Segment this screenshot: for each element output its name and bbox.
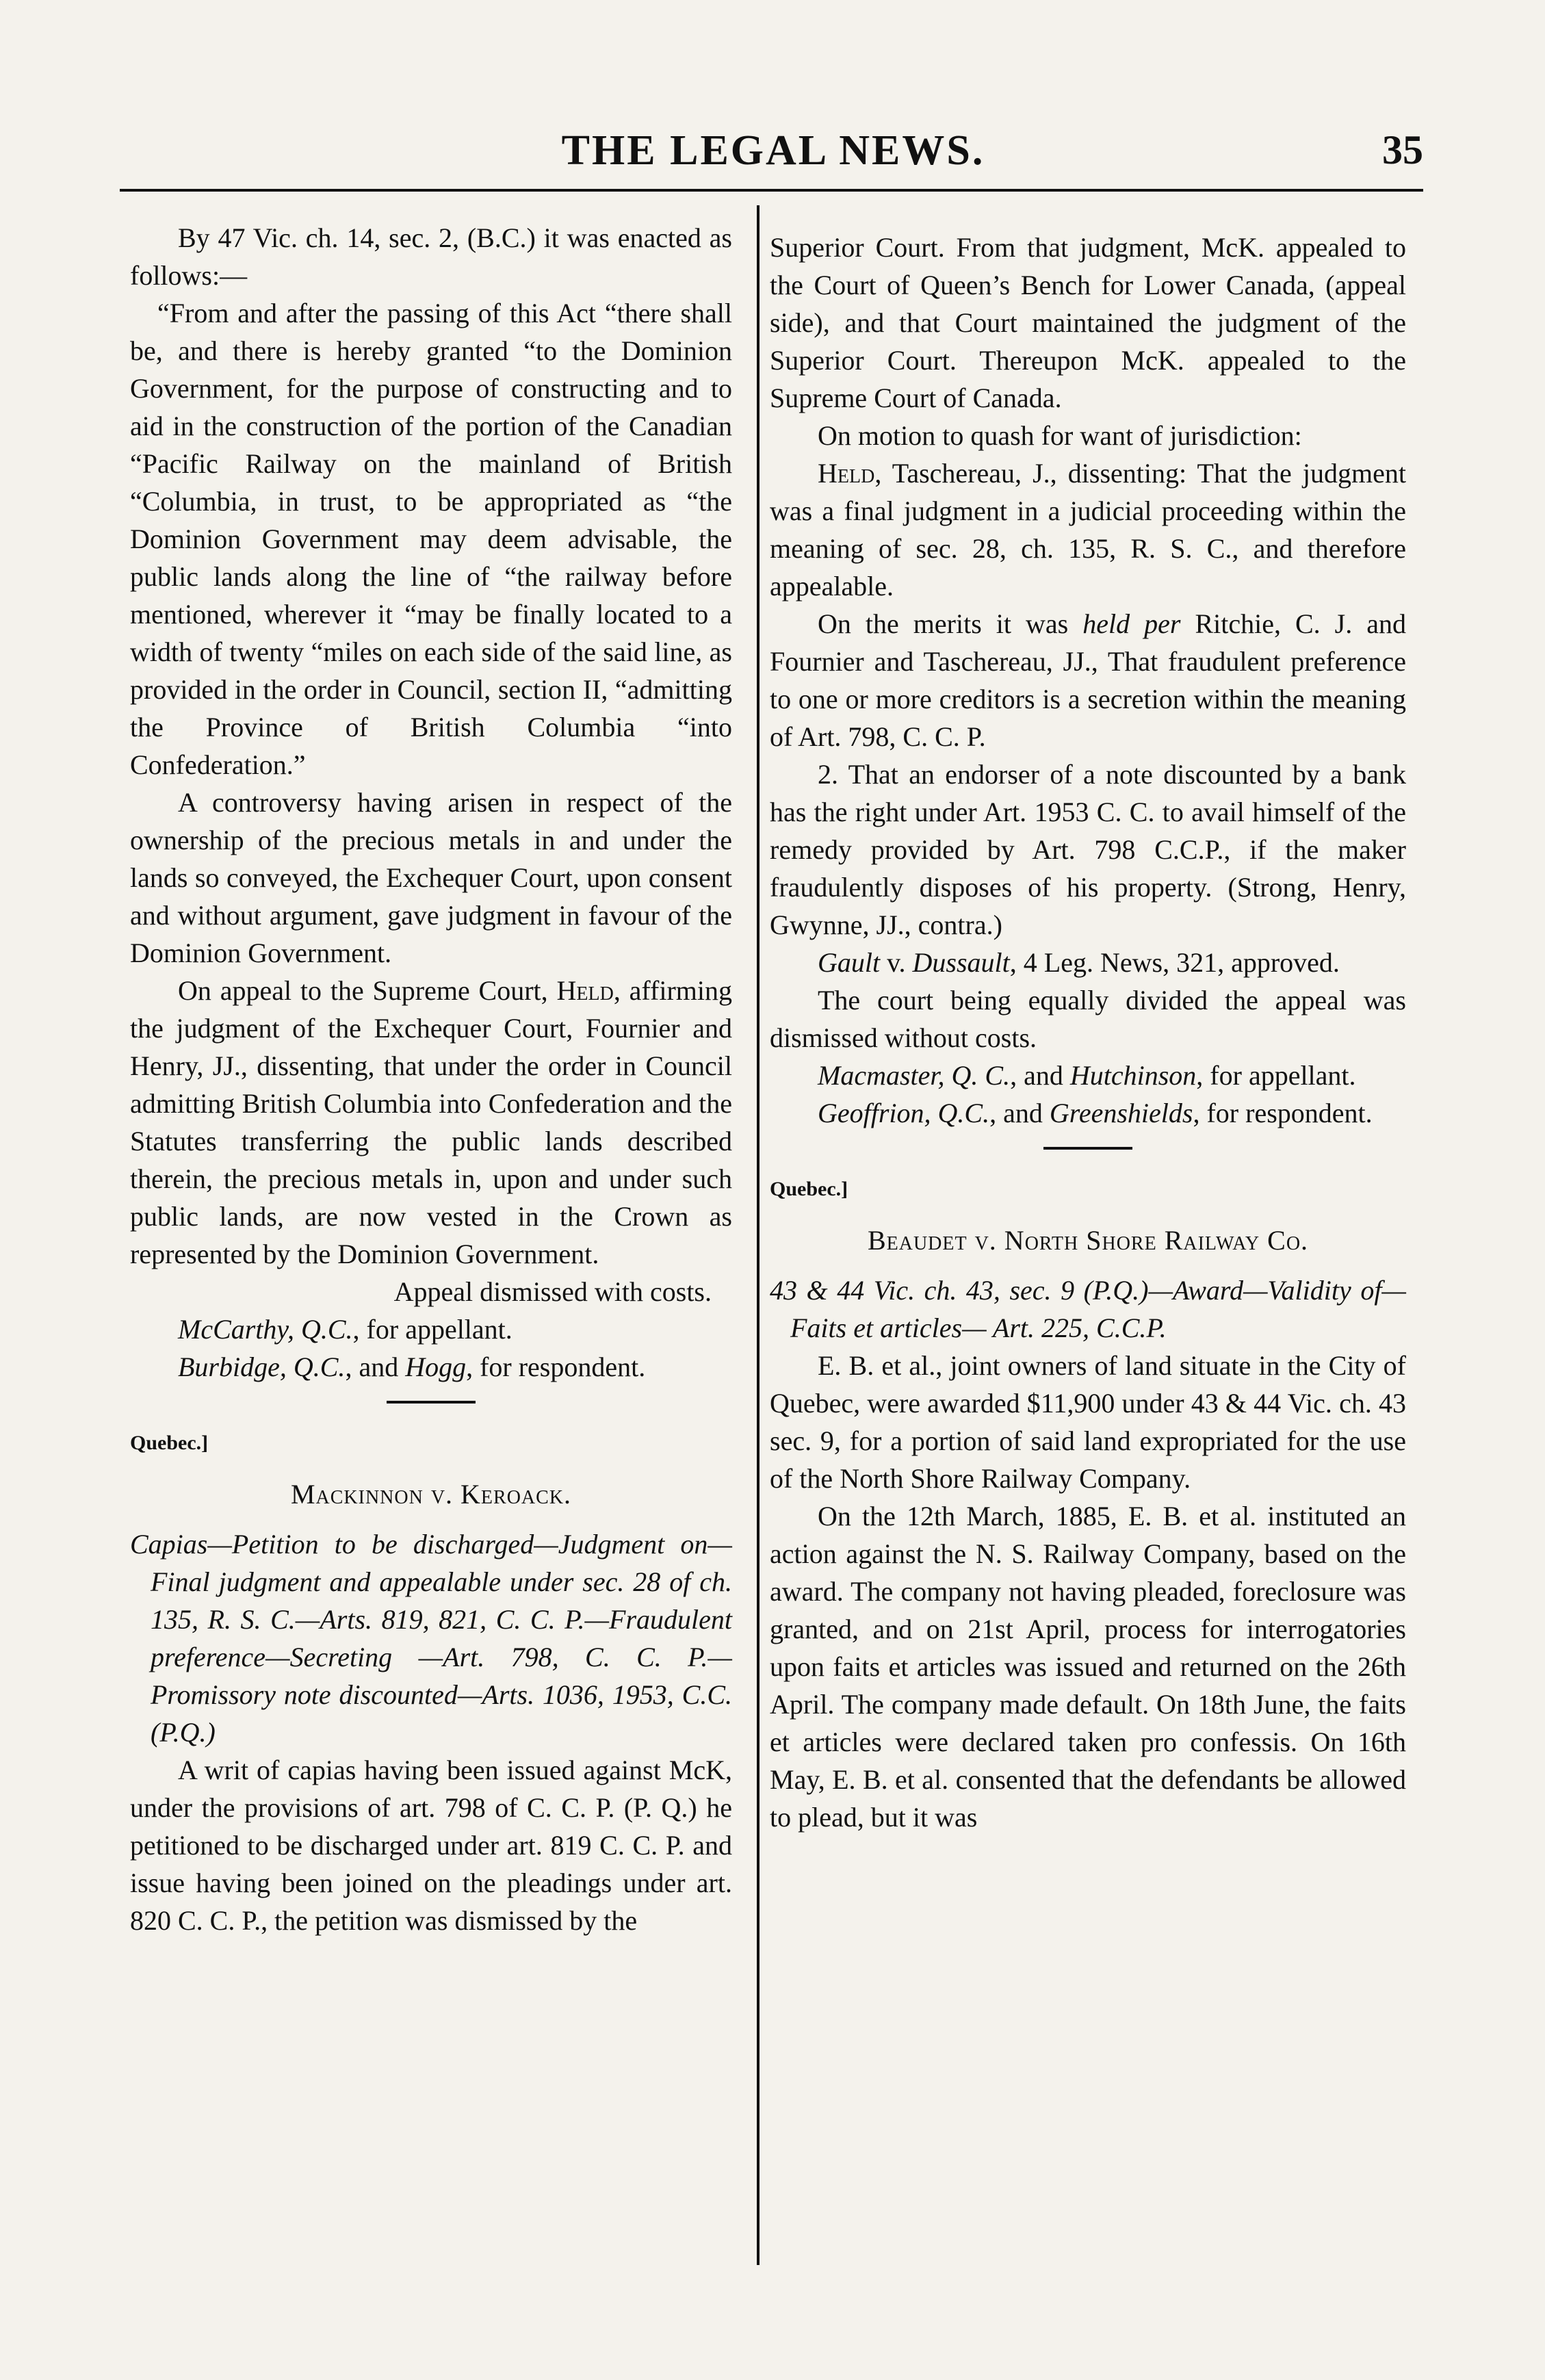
held-paragraph: Held, Taschereau, J., dissenting: That the judgment was a final judgment in a judicial proceeding within the meaning of sec. 28, ch. 135, R. S. C., and therefore appealable.: [770, 458, 1406, 602]
held-label: Held: [556, 975, 614, 1006]
statute-quote: “From and after the passing of this Act “there shall be, and there is hereby granted “to the Dominion Government, for the purpose of constructing and to aid in the construction of the portion of the Canadian “Pacific Railway on the mainland of British “Columbia, in trust, to be appropriated as “the Dominion Government may deem advisable, the public lands along the line of “the railway before mentioned, wherever it “may be finally located to a width of twenty “miles on each side of the said line, as provided in the order in Council, section II, “admitting the Province of British Columbia “into Confederation.”: [130, 298, 732, 780]
headnote: 43 & 44 Vic. ch. 43, sec. 9 (P.Q.)—Award—Validity of—Faits et articles— Art. 225, C.C.P.: [770, 1275, 1406, 1343]
section-rule: [387, 1401, 476, 1404]
section-label: Quebec.]: [770, 1178, 848, 1200]
paragraph: 2. That an endorser of a note discounted by a bank has the right under Art. 1953 C. C. to avail himself of the remedy provided by Art. 798 C.C.P., if the maker fraudulently disposes of his property. (Strong, Henry, Gwynne, JJ., contra.): [770, 759, 1406, 940]
page-header: [123, 127, 1423, 188]
counsel-line: Macmaster, Q. C., and Hutchinson, for appellant.: [818, 1060, 1356, 1091]
paragraph: On the 12th March, 1885, E. B. et al. instituted an action against the N. S. Railway Company, based on the award. The company not having pleaded, foreclosure was granted, and on 21st April, process for interrogatories upon faits et articles was issued and returned on the 26th April. The company made default. On 18th June, the faits et articles were declared taken pro confessis. On 16th May, E. B. et al. consented that the defendants be allowed to plead, but it was: [770, 1501, 1406, 1833]
case-title: Mackinnon v. Keroack.: [290, 1479, 572, 1510]
paragraph: E. B. et al., joint owners of land situate in the City of Quebec, were awarded $11,900 under 43 & 44 Vic. ch. 43 sec. 9, for a portion of said land expropriated for the use of the North Shore Railway Company.: [770, 1350, 1406, 1494]
header-rule: [120, 189, 1423, 192]
paragraph: A controversy having arisen in respect of the ownership of the precious metals in and under the lands so conveyed, the Exchequer Court, upon consent and without argument, gave judgment in favour of the Dominion Government.: [130, 787, 732, 968]
page-number: 35: [1382, 127, 1423, 172]
case-title: Beaudet v. North Shore Railway Co.: [867, 1225, 1309, 1256]
paragraph: On the merits it was held per Ritchie, C. J. and Fournier and Taschereau, JJ., That fraudulent preference to one or more creditors is a secretion within the meaning of Art. 798, C. C. P.: [770, 608, 1407, 752]
held-label: Held: [818, 458, 875, 489]
paragraph: A writ of capias having been issued against McK, under the provisions of art. 798 of C. C. P. (P. Q.) he petitioned to be discharged under art. 819 C. C. P. and issue having been joined on the pleadings under art. 820 C. C. P., the petition was dismissed by the: [130, 1755, 732, 1936]
held-paragraph: On appeal to the Supreme Court, Held, affirming the judgment of the Exchequer Court, Fournier and Henry, JJ., dissenting, that under the order in Council admitting British Columbia into Confederation and the Statutes transferring the public lands described therein, the precious metals in, upon and under such public lands, are now vested in the Crown as represented by the Dominion Government.: [130, 975, 732, 1269]
counsel-line: Burbidge, Q.C., and Hogg, for respondent.: [178, 1351, 646, 1382]
section-rule: [1043, 1147, 1132, 1150]
citation: Gault v. Dussault, 4 Leg. News, 321, approved.: [818, 947, 1340, 978]
column-divider: [757, 205, 759, 2265]
counsel-line: McCarthy, Q.C., for appellant.: [178, 1314, 512, 1345]
counsel-line: Geoffrion, Q.C., and Greenshields, for respondent.: [818, 1098, 1373, 1128]
right-column: [770, 219, 1406, 1836]
headnote: Capias—Petition to be discharged—Judgment on—Final judgment and appealable under sec. 28 of ch. 135, R. S. C.—Arts. 819, 821, C. C. P.—Fraudulent preference—Secreting —Art. 798, C. C. P.—Promissory note discounted—Arts. 1036, 1953, C.C. (P.Q.): [130, 1529, 732, 1748]
journal-title: THE LEGAL NEWS.: [561, 127, 985, 174]
disposition: Appeal dismissed with costs.: [393, 1276, 712, 1307]
paragraph: The court being equally divided the appeal was dismissed without costs.: [770, 985, 1406, 1053]
paragraph: On motion to quash for want of jurisdiction:: [818, 420, 1302, 451]
paragraph: Superior Court. From that judgment, McK. appealed to the Court of Queen’s Bench for Lower Canada, (appeal side), and that Court maintained the judgment of the Superior Court. Thereupon McK. appealed to the Supreme Court of Canada.: [770, 232, 1406, 413]
left-column: [130, 219, 732, 1939]
section-label: Quebec.]: [130, 1432, 209, 1454]
paragraph: By 47 Vic. ch. 14, sec. 2, (B.C.) it was enacted as follows:—: [130, 222, 732, 291]
